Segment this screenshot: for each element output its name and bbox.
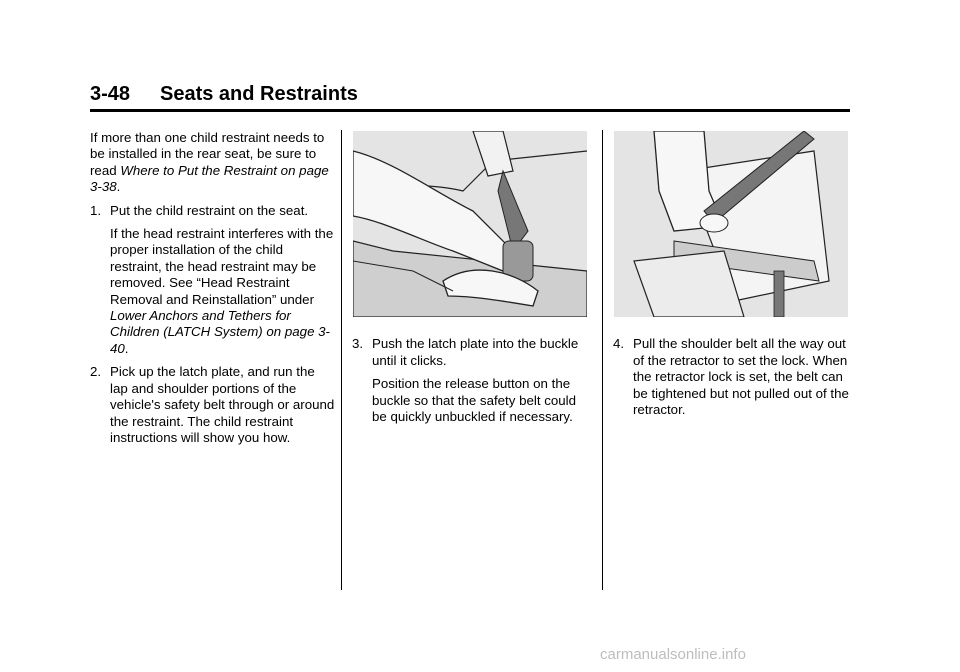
step-text: Pick up the latch plate, and run the lap and shoulder portions of the vehicle's safety belt through or around the restraint. The child restraint instructions will show you how.	[110, 364, 335, 445]
column-3	[613, 130, 853, 425]
step-text: Push the latch plate into the buckle until it clicks.	[372, 336, 579, 368]
cross-reference-link[interactable]: Where to Put the Restraint on page 3-38	[90, 162, 329, 195]
step-number: 4.	[613, 336, 625, 352]
column-divider	[341, 130, 342, 590]
cross-reference-link[interactable]: Lower Anchors and Tethers for Children (LATCH System) on page 3-40	[110, 308, 330, 356]
step-1	[90, 203, 335, 219]
step-3	[352, 336, 592, 369]
step-text: Pull the shoulder belt all the way out of the retractor to set the lock. When the retractor lock is set, the belt can be tightened but not pulled out of the retractor.	[633, 336, 849, 418]
watermark: carmanualsonline.info	[600, 646, 746, 663]
column-2	[352, 130, 592, 432]
step-2	[90, 364, 335, 446]
step-number: 3.	[352, 336, 364, 352]
step-1-note: If the head restraint interferes with the proper installation of the child restraint, the head restraint may be removed. See “Head Restraint Removal and Reinstallation” under Lower Anchors and Tethers for Children (LATCH System) on page 3-40.	[110, 226, 334, 356]
step-number: 1.	[90, 202, 102, 218]
intro-paragraph: If more than one child restraint needs to be installed in the rear seat, be sure to read Where to Put the Restraint on page 3-38.	[90, 130, 329, 195]
step-3-note: Position the release button on the buckle so that the safety belt could be quickly unbuckled if necessary.	[372, 376, 577, 425]
step-4	[613, 336, 853, 418]
column-divider	[602, 130, 603, 590]
header-rule	[90, 109, 850, 112]
step-number: 2.	[90, 364, 102, 380]
shoulder-belt-retractor-illustration	[613, 130, 849, 318]
page-header	[90, 82, 850, 106]
buckle-latch-illustration	[352, 130, 588, 318]
section-title: Seats and Restraints	[160, 83, 358, 105]
column-1	[90, 130, 335, 453]
page-number: 3-48	[90, 83, 131, 105]
step-text: Put the child restraint on the seat.	[110, 202, 309, 218]
